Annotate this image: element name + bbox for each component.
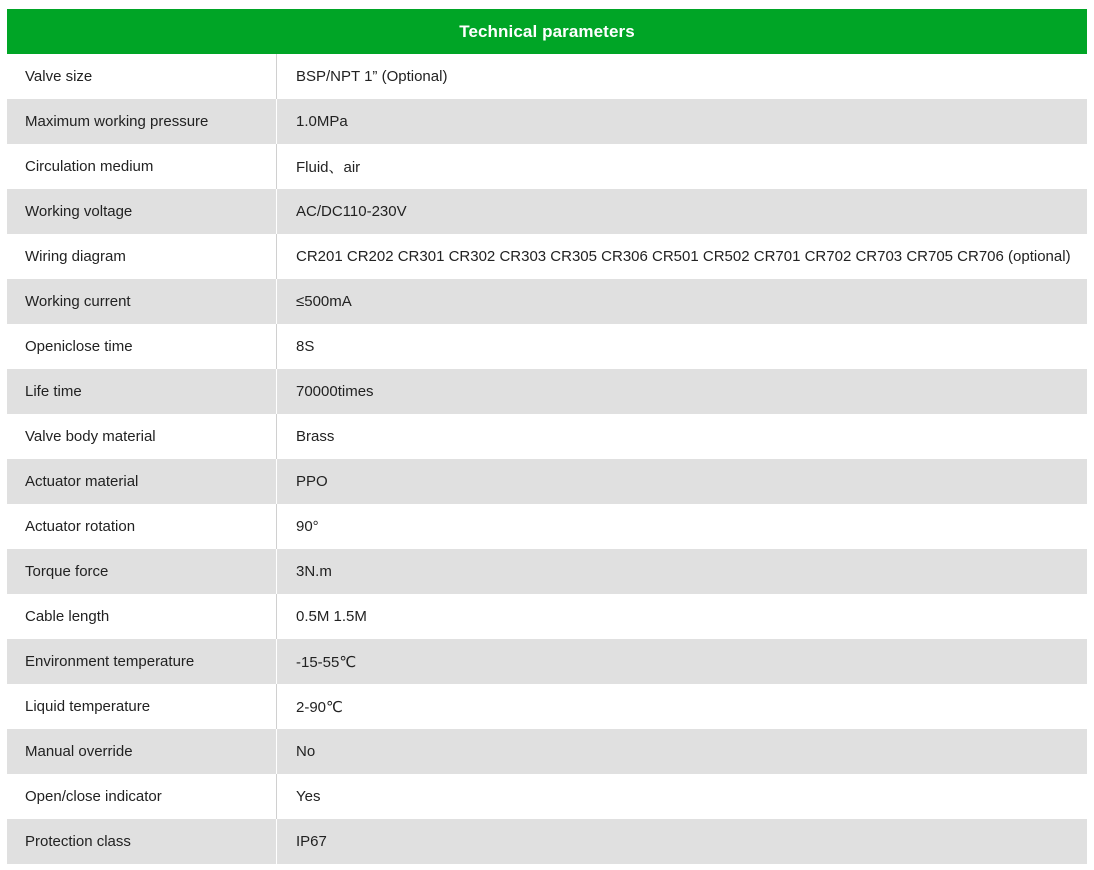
param-value: -15-55℃ bbox=[296, 653, 357, 671]
param-label: Actuator rotation bbox=[7, 504, 277, 549]
table-row bbox=[7, 54, 1087, 99]
param-label: Liquid temperature bbox=[7, 684, 277, 729]
param-label: Working voltage bbox=[7, 189, 277, 234]
param-value: 2-90℃ bbox=[296, 698, 343, 716]
table-row bbox=[7, 594, 1087, 639]
param-value: CR201 CR202 CR301 CR302 CR303 CR305 CR306 CR501 CR502 CR701 CR702 CR703 CR705 CR706 (optional) bbox=[296, 248, 1071, 265]
param-label: Environment temperature bbox=[7, 639, 277, 684]
table-row bbox=[7, 774, 1087, 819]
table-row bbox=[7, 504, 1087, 549]
table-row bbox=[7, 189, 1087, 234]
param-label: Life time bbox=[7, 369, 277, 414]
param-label: Maximum working pressure bbox=[7, 99, 277, 144]
table-row bbox=[7, 729, 1087, 774]
param-value: Brass bbox=[296, 428, 335, 445]
param-value: BSP/NPT 1” (Optional) bbox=[296, 68, 448, 85]
param-value: 3N.m bbox=[296, 563, 332, 580]
param-value: AC/DC110-230V bbox=[296, 203, 407, 220]
table-row bbox=[7, 369, 1087, 414]
param-label: Valve body material bbox=[7, 414, 277, 459]
param-value: Fluid、air bbox=[296, 159, 361, 176]
param-label: Working current bbox=[7, 279, 277, 324]
param-label: Actuator material bbox=[7, 459, 277, 504]
param-value: IP67 bbox=[296, 833, 327, 850]
param-value: 1.0MPa bbox=[296, 113, 348, 130]
param-label: Manual override bbox=[7, 729, 277, 774]
param-label: Valve size bbox=[7, 54, 277, 99]
param-label: Openiclose time bbox=[7, 324, 277, 369]
param-value: Yes bbox=[296, 788, 321, 805]
param-value: No bbox=[296, 743, 316, 760]
param-value: 0.5M 1.5M bbox=[296, 608, 367, 625]
param-label: Cable length bbox=[7, 594, 277, 639]
table-header: Technical parameters bbox=[7, 9, 1087, 54]
table-row bbox=[7, 819, 1087, 864]
table-row bbox=[7, 684, 1087, 729]
technical-parameters-table bbox=[7, 9, 1087, 864]
table-row bbox=[7, 549, 1087, 594]
param-label: Wiring diagram bbox=[7, 234, 277, 279]
param-label: Circulation medium bbox=[7, 144, 277, 189]
param-label: Torque force bbox=[7, 549, 277, 594]
param-value: 8S bbox=[296, 338, 315, 355]
table-row bbox=[7, 324, 1087, 369]
param-value: ≤500mA bbox=[296, 293, 352, 310]
param-label: Protection class bbox=[7, 819, 277, 864]
table-row bbox=[7, 234, 1087, 279]
param-value: PPO bbox=[296, 473, 328, 490]
param-label: Open/close indicator bbox=[7, 774, 277, 819]
table-row bbox=[7, 414, 1087, 459]
param-value: 90° bbox=[296, 518, 319, 535]
table-row bbox=[7, 279, 1087, 324]
param-value: 70000times bbox=[296, 383, 374, 400]
table-row bbox=[7, 639, 1087, 684]
table-row bbox=[7, 99, 1087, 144]
table-row bbox=[7, 144, 1087, 189]
table-row bbox=[7, 459, 1087, 504]
